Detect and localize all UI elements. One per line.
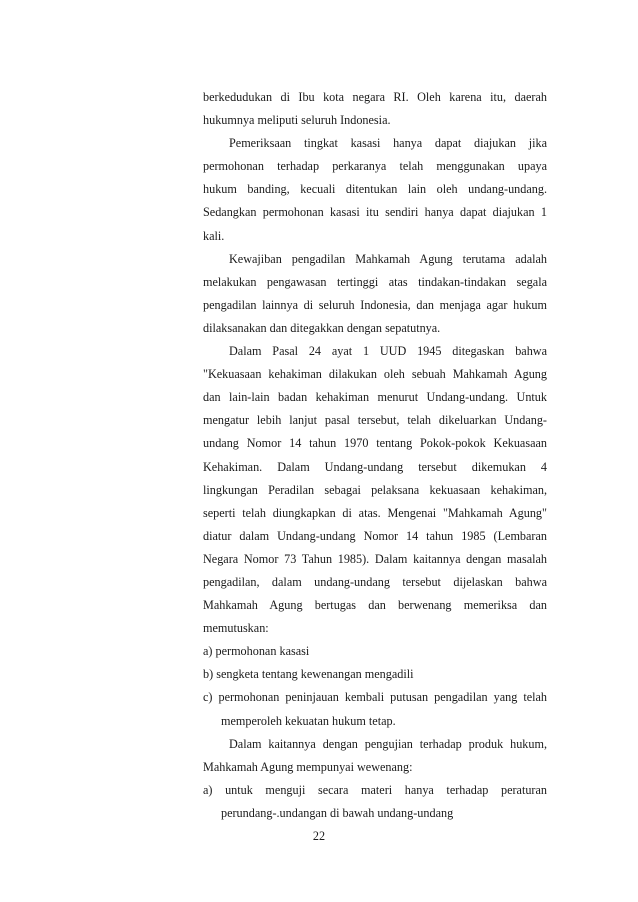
text-line: "Kekuasaan kehakiman dilakukan oleh sebuah Mahkamah Agung (203, 367, 547, 382)
list-item-continuation: memperoleh kekuatan hukum tetap. (221, 713, 396, 728)
text-line: Sedangkan permohonan kasasi itu sendiri hanya dapat diajukan 1 (203, 205, 547, 220)
page-number: 22 (312, 829, 326, 843)
list-item-continuation: perundang-.undangan di bawah undang-undang (221, 805, 454, 820)
text-line: permohonan terhadap perkaranya telah menggunakan upaya (203, 159, 547, 174)
text-line: Mahkamah Agung bertugas dan berwenang memeriksa dan (203, 598, 547, 613)
text-line: melakukan pengawasan tertinggi atas tindakan-tindakan segala (203, 274, 547, 289)
list-item: c) permohonan peninjauan kembali putusan pengadilan yang telah (203, 690, 547, 705)
list-item: a) permohonan kasasi (203, 644, 310, 659)
text-line: pengadilan lainnya di seluruh Indonesia, dan menjaga agar hukum (203, 297, 547, 312)
list-item: a) untuk menguji secara materi hanya terhadap peraturan (203, 782, 547, 797)
paragraph-start-line: Dalam kaitannya dengan pengujian terhadap produk hukum, (229, 736, 547, 751)
paragraph-start-line: Dalam Pasal 24 ayat 1 UUD 1945 ditegaskan bahwa (229, 344, 547, 359)
document-body (203, 86, 547, 825)
text-line: mengatur lebih lanjut pasal tersebut, telah dikeluarkan Undang- (203, 413, 547, 428)
text-line: hukumnya meliputi seluruh Indonesia. (203, 113, 391, 128)
list-item: b) sengketa tentang kewenangan mengadili (203, 667, 414, 682)
text-line: diatur dalam Undang-undang Nomor 14 tahun 1985 (Lembaran (203, 528, 547, 543)
text-line: memutuskan: (203, 621, 269, 636)
text-line: hukum banding, kecuali ditentukan lain oleh undang-undang. (203, 182, 547, 197)
text-line: berkedudukan di Ibu kota negara RI. Oleh karena itu, daerah (203, 90, 547, 104)
paragraph-start-line: Kewajiban pengadilan Mahkamah Agung terutama adalah (229, 251, 547, 266)
text-line: kali. (203, 228, 225, 243)
text-line: dilaksanakan dan ditegakkan dengan sepatutnya. (203, 320, 441, 335)
paragraph-start-line: Pemeriksaan tingkat kasasi hanya dapat diajukan jika (229, 136, 547, 151)
text-line: Mahkamah Agung mempunyai wewenang: (203, 759, 413, 774)
text-line: Negara Nomor 73 Tahun 1985). Dalam kaitannya dengan masalah (203, 551, 547, 566)
text-line: lingkungan Peradilan sebagai pelaksana kekuasaan kehakiman, (203, 482, 547, 497)
text-line: Kehakiman. Dalam Undang-undang tersebut dikemukan 4 (203, 459, 547, 474)
text-line: dan lain-lain badan kehakiman menurut Undang-undang. Untuk (203, 390, 547, 405)
text-line: pengadilan, dalam undang-undang tersebut dijelaskan bahwa (203, 574, 547, 589)
text-line: undang Nomor 14 tahun 1970 tentang Pokok-pokok Kekuasaan (203, 436, 547, 451)
text-line: seperti telah diungkapkan di atas. Mengenai "Mahkamah Agung" (203, 505, 547, 520)
